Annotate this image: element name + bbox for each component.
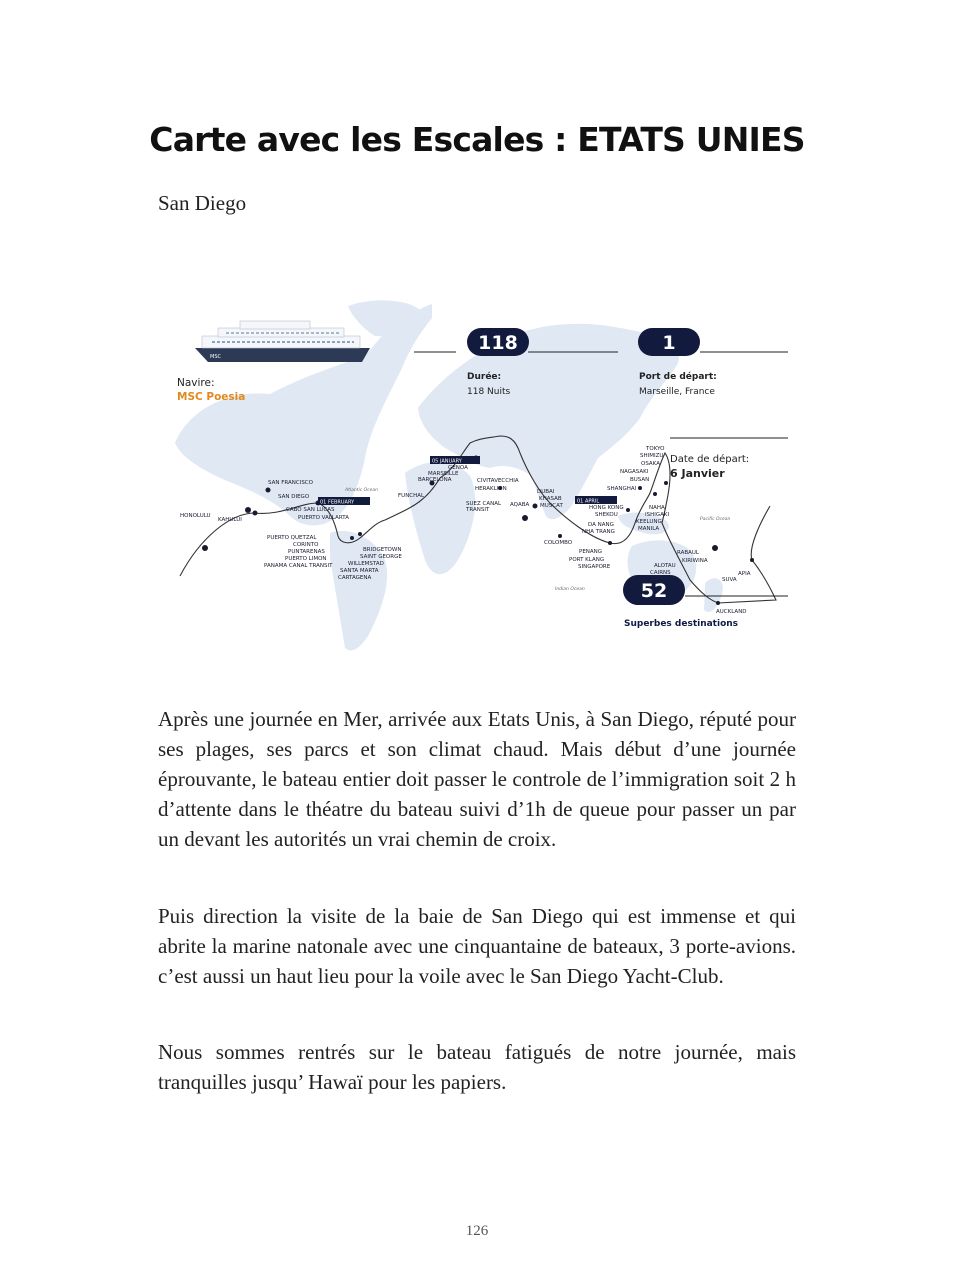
- port-label: AQABA: [510, 502, 530, 508]
- departure-port-label: Port de départ:: [639, 372, 717, 382]
- port-label: CAIRNS: [650, 570, 671, 576]
- port-label: SUEZ CANAL: [466, 501, 502, 507]
- ports-value: 1: [662, 332, 676, 354]
- port-label: MUSCAT: [540, 503, 563, 509]
- port-label: APIA: [738, 571, 751, 577]
- port-label: KHASAB: [539, 496, 562, 502]
- port-label: ISHIGAKI: [645, 512, 670, 518]
- port-label: OSAKA: [641, 461, 660, 467]
- port-label: CABO SAN LUCAS: [286, 507, 335, 513]
- port-label: NAGASAKI: [620, 469, 649, 475]
- page-subtitle: San Diego: [158, 191, 247, 215]
- port-label: RABAUL: [677, 550, 699, 556]
- port-label: SAINT GEORGE: [360, 554, 402, 560]
- cruise-ship-illustration: [195, 321, 370, 362]
- destinations-label: Superbes destinations: [624, 619, 739, 629]
- port-label: GENOA: [448, 465, 468, 471]
- date-flag-january: [430, 456, 480, 465]
- port-label: COLOMBO: [544, 540, 573, 546]
- departure-port-value: Marseille, France: [639, 387, 715, 397]
- port-label: PUERTO LIMON: [285, 556, 327, 562]
- destinations-value: 52: [640, 580, 668, 602]
- page-title: Carte avec les Escales : ETATS UNIES: [149, 120, 805, 159]
- port-label: MANILA: [638, 526, 660, 532]
- port-label: HONG KONG: [589, 505, 624, 511]
- departure-date-value: 6 Janvier: [670, 467, 725, 480]
- port-label: SAN FRANCISCO: [268, 480, 313, 486]
- date-flag-february: [318, 497, 370, 506]
- port-label: KIRIWINA: [682, 558, 708, 564]
- port-label: SINGAPORE: [578, 564, 611, 570]
- port-label: HERAKLION: [475, 486, 507, 492]
- date-flag-april: [575, 496, 617, 505]
- port-label: BRIDGETOWN: [363, 547, 402, 553]
- port-label: SANTA MARTA: [340, 568, 379, 574]
- ship-name: MSC Poesia: [177, 391, 246, 403]
- cruise-route-map: [170, 298, 792, 654]
- port-label: PENANG: [579, 549, 603, 555]
- ports-badge: [638, 328, 700, 356]
- port-label: CORINTO: [293, 542, 319, 548]
- port-label: NHA TRANG: [582, 529, 615, 535]
- ship-label: Navire:: [177, 377, 215, 389]
- svg-text:05 JANUARY: 05 JANUARY: [432, 458, 462, 465]
- port-label: MARSEILLE: [428, 471, 459, 477]
- port-label: PANAMA CANAL TRANSIT: [264, 563, 333, 569]
- port-label: SHIMIZU: [640, 453, 664, 459]
- port-label: PUERTO QUETZAL: [267, 535, 317, 541]
- port-label: DA NANG: [588, 522, 614, 528]
- svg-text:01 APRIL: 01 APRIL: [577, 498, 600, 505]
- port-label: BUSAN: [630, 477, 650, 483]
- paragraph: Nous sommes rentrés sur le bateau fatigués de notre journée, mais tranquilles jusqu’ Hawaï pour les papiers.: [158, 1040, 796, 1094]
- paragraph: Après une journée en Mer, arrivée aux Etats Unis, à San Diego, réputé pour ses plages, ses parcs et son climat chaud. Mais début d’une journée éprouvante, le bateau entier doit passer le controle de l’immigration soit 2 h d’attente dans le théatre du bateau suivi d’1h de queue pour passer un par un devant les autorités un vrai chemin de croix.: [158, 707, 796, 851]
- port-label: BARCELONA: [418, 477, 452, 483]
- destinations-badge: [623, 575, 685, 605]
- departure-date-label: Date de départ:: [670, 454, 750, 465]
- port-label: CARTAGENA: [338, 575, 372, 581]
- port-label: PUNTARENAS: [288, 549, 325, 555]
- port-label: SAN DIEGO: [278, 494, 310, 500]
- port-label: CIVITAVECCHIA: [477, 478, 519, 484]
- duration-value: 118 Nuits: [467, 387, 511, 397]
- port-label: HONOLULU: [180, 513, 211, 519]
- duration-label: Durée:: [467, 372, 502, 382]
- port-label: PUERTO VALLARTA: [298, 515, 349, 521]
- ocean-label: Pacific Ocean: [700, 517, 731, 522]
- ship-logo: MSC: [210, 354, 221, 360]
- port-label: KAHULUI: [218, 517, 242, 523]
- ocean-label: Atlantic Ocean: [345, 488, 379, 493]
- port-label: FUNCHAL: [398, 493, 425, 499]
- port-label: SUVA: [722, 577, 737, 583]
- port-label: DUBAI: [537, 489, 555, 495]
- page-number: 126: [465, 1223, 489, 1239]
- port-label: ALOTAU: [654, 563, 676, 569]
- port-label: NAHA: [649, 505, 665, 511]
- port-label: KEELUNG: [636, 519, 662, 525]
- port-label: SHEKOU: [595, 512, 618, 518]
- port-label: TRANSIT: [466, 507, 490, 513]
- cruise-map-figure: [170, 298, 792, 654]
- nights-value: 118: [478, 332, 518, 354]
- nights-badge: [467, 328, 529, 356]
- port-label: TOKYO: [646, 446, 665, 452]
- port-label: AUCKLAND: [716, 609, 747, 615]
- port-label: WILLEMSTAD: [348, 561, 384, 567]
- paragraph: Puis direction la visite de la baie de San Diego qui est immense et qui abrite la marine natonale avec une cinquantaine de bateaux, 3 porte-avions. c’est aussi un haut lieu pour la voile avec le San Diego Yacht-Club.: [158, 904, 796, 988]
- port-label: PORT KLANG: [569, 557, 605, 563]
- port-label: SHANGHAI: [607, 486, 637, 492]
- ocean-label: Indian Ocean: [555, 587, 585, 592]
- svg-text:01 FEBRUARY: 01 FEBRUARY: [320, 499, 355, 506]
